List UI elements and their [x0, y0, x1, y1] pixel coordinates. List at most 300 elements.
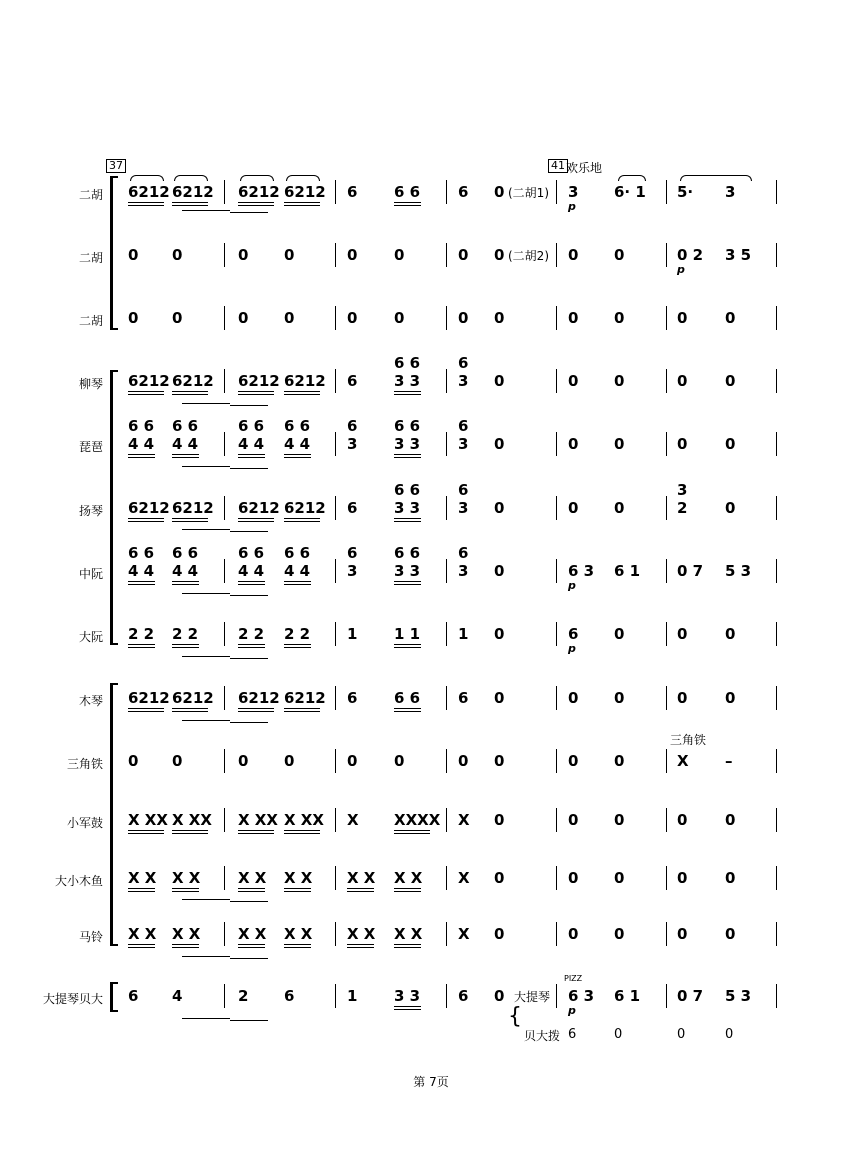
barline	[446, 243, 447, 267]
note-upper: 6 6	[394, 544, 421, 562]
barline	[776, 622, 777, 646]
note-cell: 2 2	[172, 625, 199, 643]
note-cell: 4	[172, 987, 183, 1005]
barline	[776, 369, 777, 393]
barline	[224, 984, 225, 1008]
note-cell: 0	[725, 811, 736, 829]
beam-line	[347, 947, 374, 948]
barline	[556, 432, 557, 456]
note-cell: 0	[614, 309, 625, 327]
beam-line	[284, 202, 320, 203]
barline	[335, 686, 336, 710]
note-cell: 0	[394, 309, 405, 327]
beam-line	[172, 518, 208, 519]
note-cell: 1 1	[394, 625, 421, 643]
note-cell: 0	[568, 372, 579, 390]
instrument-label: 扬琴	[78, 504, 103, 518]
beam-line	[347, 888, 374, 889]
barline	[666, 369, 667, 393]
note-cell: 0	[614, 625, 625, 643]
dynamic-mark: p	[677, 263, 685, 276]
note-cell: 0	[677, 869, 688, 887]
beam-line	[128, 833, 164, 834]
note-cell: 6	[347, 372, 358, 390]
beam-line	[284, 644, 311, 645]
beam-line	[172, 830, 208, 831]
note-cell: –	[725, 752, 733, 770]
hairpin	[230, 722, 268, 723]
beida-cell: 0	[614, 1027, 623, 1042]
beam-line	[284, 891, 311, 892]
beam-line	[394, 581, 421, 582]
note-cell: 3 3	[394, 987, 421, 1005]
note-upper: 6	[458, 417, 469, 435]
note-cell: 3 3	[394, 372, 421, 390]
note-cell: 0	[494, 309, 505, 327]
barline	[335, 866, 336, 890]
beam-line	[128, 394, 164, 395]
beida-cell: 0	[677, 1027, 686, 1042]
note-cell: 0	[494, 811, 505, 829]
cue-label: 大提琴	[514, 990, 551, 1004]
beam-line	[172, 394, 208, 395]
note-cell: 0	[128, 752, 139, 770]
barline	[335, 369, 336, 393]
barline	[446, 808, 447, 832]
barline	[666, 432, 667, 456]
note-cell: 3	[458, 372, 469, 390]
note-cell: 0	[494, 869, 505, 887]
beam-line	[238, 391, 274, 392]
note-upper: 6	[458, 544, 469, 562]
beam-line	[172, 644, 199, 645]
note-cell: 3 3	[394, 435, 421, 453]
note-cell: 1	[458, 625, 469, 643]
note-cell: 4 4	[128, 562, 155, 580]
note-cell: X X	[172, 869, 201, 887]
note-cell: 0	[725, 499, 736, 517]
beam-line	[238, 708, 274, 709]
note-upper: 6 6	[238, 544, 265, 562]
barline	[556, 369, 557, 393]
beam-line	[394, 521, 421, 522]
note-cell: 0	[568, 435, 579, 453]
note-cell: X X	[238, 869, 267, 887]
note-cell: 6212	[172, 183, 214, 201]
beam-line	[172, 457, 199, 458]
beam-line	[284, 708, 320, 709]
group-brace	[110, 683, 113, 946]
slur	[130, 175, 164, 181]
note-upper: 6 6	[394, 354, 421, 372]
note-cell: 6	[128, 987, 139, 1005]
barline	[556, 686, 557, 710]
barline	[666, 686, 667, 710]
barline	[666, 622, 667, 646]
note-cell: 2 2	[128, 625, 155, 643]
instrument-label: 大小木鱼	[54, 874, 103, 888]
note-cell: 6 1	[614, 987, 641, 1005]
note-cell: 6212	[172, 689, 214, 707]
note-cell: 0	[725, 625, 736, 643]
note-cell: 4 4	[128, 435, 155, 453]
instrument-label: 琵琶	[78, 440, 103, 454]
note-cell: 0	[494, 435, 505, 453]
page-number: 第 7页	[413, 1075, 449, 1089]
instrument-label: 中阮	[78, 567, 103, 581]
note-cell: 1	[347, 625, 358, 643]
note-cell: 2	[677, 499, 688, 517]
note-cell: 6212	[172, 372, 214, 390]
note-cell: 0	[725, 372, 736, 390]
note-cell: X X	[238, 925, 267, 943]
beam-line	[128, 391, 164, 392]
beam-line	[394, 584, 421, 585]
barline	[776, 922, 777, 946]
note-cell: 0	[614, 372, 625, 390]
note-cell: 0	[494, 925, 505, 943]
note-cell: 0	[568, 309, 579, 327]
note-upper: 6 6	[128, 417, 155, 435]
barline	[446, 686, 447, 710]
barline	[446, 749, 447, 773]
barline	[224, 866, 225, 890]
barline	[666, 306, 667, 330]
brace-cap	[110, 683, 118, 685]
barline	[335, 180, 336, 204]
barline	[666, 866, 667, 890]
beam-line	[128, 947, 155, 948]
beam-line	[238, 944, 265, 945]
note-cell: X X	[394, 925, 423, 943]
beam-line	[172, 833, 208, 834]
barline	[776, 866, 777, 890]
note-cell: 0	[725, 309, 736, 327]
barline	[224, 808, 225, 832]
beam-line	[284, 394, 320, 395]
hairpin	[182, 1018, 230, 1019]
note-cell: 0	[568, 811, 579, 829]
pizz-mark: PIZZ	[564, 974, 583, 983]
barline	[446, 432, 447, 456]
note-cell: 0	[614, 752, 625, 770]
barline	[224, 243, 225, 267]
beam-line	[394, 947, 421, 948]
beam-line	[128, 457, 155, 458]
hairpin	[182, 403, 230, 404]
slur	[680, 175, 752, 181]
note-cell: 1	[347, 987, 358, 1005]
instrument-label: 二胡	[78, 314, 103, 328]
note-cell: X X	[394, 869, 423, 887]
hairpin	[182, 593, 230, 594]
beam-line	[172, 391, 208, 392]
note-cell: 0	[568, 752, 579, 770]
instrument-label: 二胡	[78, 188, 103, 202]
note-upper: 6	[347, 417, 358, 435]
barline	[446, 496, 447, 520]
beam-line	[128, 647, 155, 648]
note-cell: 0	[284, 246, 295, 264]
rehearsal-mark-41: 41	[548, 159, 568, 173]
beam-line	[394, 1006, 421, 1007]
note-cell: 3	[347, 562, 358, 580]
beam-line	[284, 711, 320, 712]
beam-line	[394, 1009, 421, 1010]
note-cell: 6212	[238, 499, 280, 517]
beam-line	[128, 711, 164, 712]
instrument-label: 小军鼓	[66, 816, 103, 830]
note-upper: 6 6	[284, 544, 311, 562]
note-cell: 0 7	[677, 987, 704, 1005]
hairpin	[230, 901, 268, 902]
beam-line	[284, 391, 320, 392]
note-cell: 0	[725, 925, 736, 943]
note-cell: 0	[614, 811, 625, 829]
note-upper: 6	[347, 544, 358, 562]
note-cell: 6212	[284, 183, 326, 201]
beam-line	[238, 394, 274, 395]
brace-cap	[110, 1010, 118, 1012]
note-cell: 6	[284, 987, 295, 1005]
note-cell: 3 3	[394, 499, 421, 517]
note-cell: 0	[284, 752, 295, 770]
note-cell: X X	[347, 925, 376, 943]
note-cell: 0	[172, 752, 183, 770]
barline	[224, 432, 225, 456]
note-cell: 3 5	[725, 246, 752, 264]
beam-line	[172, 584, 199, 585]
beam-line	[128, 944, 155, 945]
note-cell: 2 2	[284, 625, 311, 643]
note-cell: 2	[238, 987, 249, 1005]
barline	[335, 243, 336, 267]
beam-line	[238, 457, 265, 458]
hairpin	[230, 405, 268, 406]
note-cell: 6212	[128, 689, 170, 707]
note-cell: 6212	[284, 499, 326, 517]
beam-line	[394, 205, 421, 206]
barline	[224, 369, 225, 393]
note-cell: 0	[172, 246, 183, 264]
note-cell: 0	[614, 499, 625, 517]
beam-line	[128, 888, 155, 889]
hairpin	[182, 720, 230, 721]
beam-line	[238, 888, 265, 889]
beam-line	[394, 518, 421, 519]
note-cell: 0	[494, 625, 505, 643]
beam-line	[284, 205, 320, 206]
barline	[446, 922, 447, 946]
note-cell: 0	[568, 925, 579, 943]
note-cell: 4 4	[238, 435, 265, 453]
barline	[224, 306, 225, 330]
note-cell: 0 7	[677, 562, 704, 580]
barline	[776, 243, 777, 267]
note-upper: 6 6	[172, 544, 199, 562]
note-cell: 6212	[128, 183, 170, 201]
note-cell: 0	[494, 752, 505, 770]
beam-line	[394, 391, 421, 392]
barline	[666, 559, 667, 583]
barline	[556, 622, 557, 646]
note-cell: 0	[128, 246, 139, 264]
barline	[776, 984, 777, 1008]
barline	[556, 496, 557, 520]
hairpin	[182, 466, 230, 467]
note-cell: X X	[128, 869, 157, 887]
note-cell: 0	[494, 246, 505, 264]
note-cell: 6 6	[394, 689, 421, 707]
barline	[556, 559, 557, 583]
note-cell: X	[458, 925, 470, 943]
beam-line	[172, 711, 208, 712]
barline	[556, 922, 557, 946]
beam-line	[172, 891, 199, 892]
barline	[776, 180, 777, 204]
note-cell: 6· 1	[614, 183, 646, 201]
note-cell: X X	[172, 925, 201, 943]
note-cell: 0	[677, 435, 688, 453]
beam-line	[238, 205, 274, 206]
beam-line	[394, 647, 421, 648]
note-cell: 3	[347, 435, 358, 453]
hairpin	[230, 658, 268, 659]
barline	[666, 984, 667, 1008]
note-cell: X	[458, 869, 470, 887]
beam-line	[284, 454, 311, 455]
note-cell: X X	[347, 869, 376, 887]
note-cell: 4 4	[172, 562, 199, 580]
rehearsal-mark-37: 37	[106, 159, 126, 173]
note-cell: 0	[677, 625, 688, 643]
note-cell: 6 1	[614, 562, 641, 580]
note-cell: 0	[568, 499, 579, 517]
barline	[335, 559, 336, 583]
hairpin	[182, 656, 230, 657]
beam-line	[284, 457, 311, 458]
brace-cap	[110, 328, 118, 330]
barline	[776, 686, 777, 710]
tempo-text: 欢乐地	[566, 161, 603, 175]
beam-line	[238, 891, 265, 892]
beam-line	[394, 833, 430, 834]
beam-line	[172, 454, 199, 455]
barline	[666, 922, 667, 946]
slur	[240, 175, 274, 181]
barline	[335, 622, 336, 646]
hairpin	[230, 212, 268, 213]
hairpin	[230, 958, 268, 959]
barline	[776, 496, 777, 520]
beam-line	[128, 584, 155, 585]
beam-line	[128, 202, 164, 203]
note-cell: 0	[725, 689, 736, 707]
beida-brace: {	[508, 1004, 522, 1029]
note-cell: X	[677, 752, 689, 770]
instrument-label: 马铃	[78, 930, 103, 944]
note-cell: 0	[614, 869, 625, 887]
instrument-label: 大提琴贝大	[42, 992, 103, 1006]
note-upper: 6 6	[284, 417, 311, 435]
note-cell: 0	[568, 246, 579, 264]
beam-line	[394, 944, 421, 945]
barline	[224, 749, 225, 773]
barline	[666, 180, 667, 204]
note-cell: 6212	[238, 689, 280, 707]
barline	[224, 922, 225, 946]
beam-line	[172, 521, 208, 522]
note-cell: 0	[172, 309, 183, 327]
note-cell: 3	[458, 562, 469, 580]
note-cell: 0	[458, 752, 469, 770]
note-cell: 5 3	[725, 987, 752, 1005]
barline	[776, 749, 777, 773]
group-brace	[110, 982, 113, 1012]
beam-line	[128, 518, 164, 519]
barline	[335, 749, 336, 773]
note-cell: 0	[614, 689, 625, 707]
beam-line	[238, 711, 274, 712]
note-cell: 6212	[284, 689, 326, 707]
note-cell: 6	[458, 689, 469, 707]
barline	[556, 243, 557, 267]
note-cell: X	[458, 811, 470, 829]
note-cell: 4 4	[284, 562, 311, 580]
beam-line	[394, 394, 421, 395]
barline	[446, 866, 447, 890]
barline	[224, 496, 225, 520]
beam-line	[238, 833, 274, 834]
beam-line	[284, 888, 311, 889]
beam-line	[128, 830, 164, 831]
note-upper: 3	[677, 481, 688, 499]
hairpin	[182, 956, 230, 957]
note-cell: 0	[347, 752, 358, 770]
note-cell: 6	[347, 499, 358, 517]
barline	[335, 984, 336, 1008]
note-upper: 6 6	[238, 417, 265, 435]
note-cell: 3	[725, 183, 736, 201]
beam-line	[394, 830, 430, 831]
beam-line	[284, 833, 320, 834]
note-cell: 0	[238, 752, 249, 770]
beam-line	[172, 202, 208, 203]
cue-label: (二胡1)	[508, 186, 549, 200]
barline	[556, 749, 557, 773]
beam-line	[394, 711, 421, 712]
note-cell: 0	[677, 372, 688, 390]
beam-line	[238, 647, 265, 648]
note-cell: 6	[458, 987, 469, 1005]
beam-line	[128, 644, 155, 645]
beam-line	[284, 584, 311, 585]
barline	[666, 808, 667, 832]
note-cell: 0	[677, 689, 688, 707]
beam-line	[284, 830, 320, 831]
note-cell: 0	[614, 925, 625, 943]
note-cell: 6	[347, 183, 358, 201]
note-cell: X XX	[238, 811, 278, 829]
note-cell: 6212	[172, 499, 214, 517]
note-cell: 0	[494, 562, 505, 580]
brace-cap	[110, 944, 118, 946]
beam-line	[394, 454, 421, 455]
barline	[556, 306, 557, 330]
dynamic-mark: p	[568, 200, 576, 213]
beam-line	[238, 830, 274, 831]
beam-line	[394, 708, 421, 709]
